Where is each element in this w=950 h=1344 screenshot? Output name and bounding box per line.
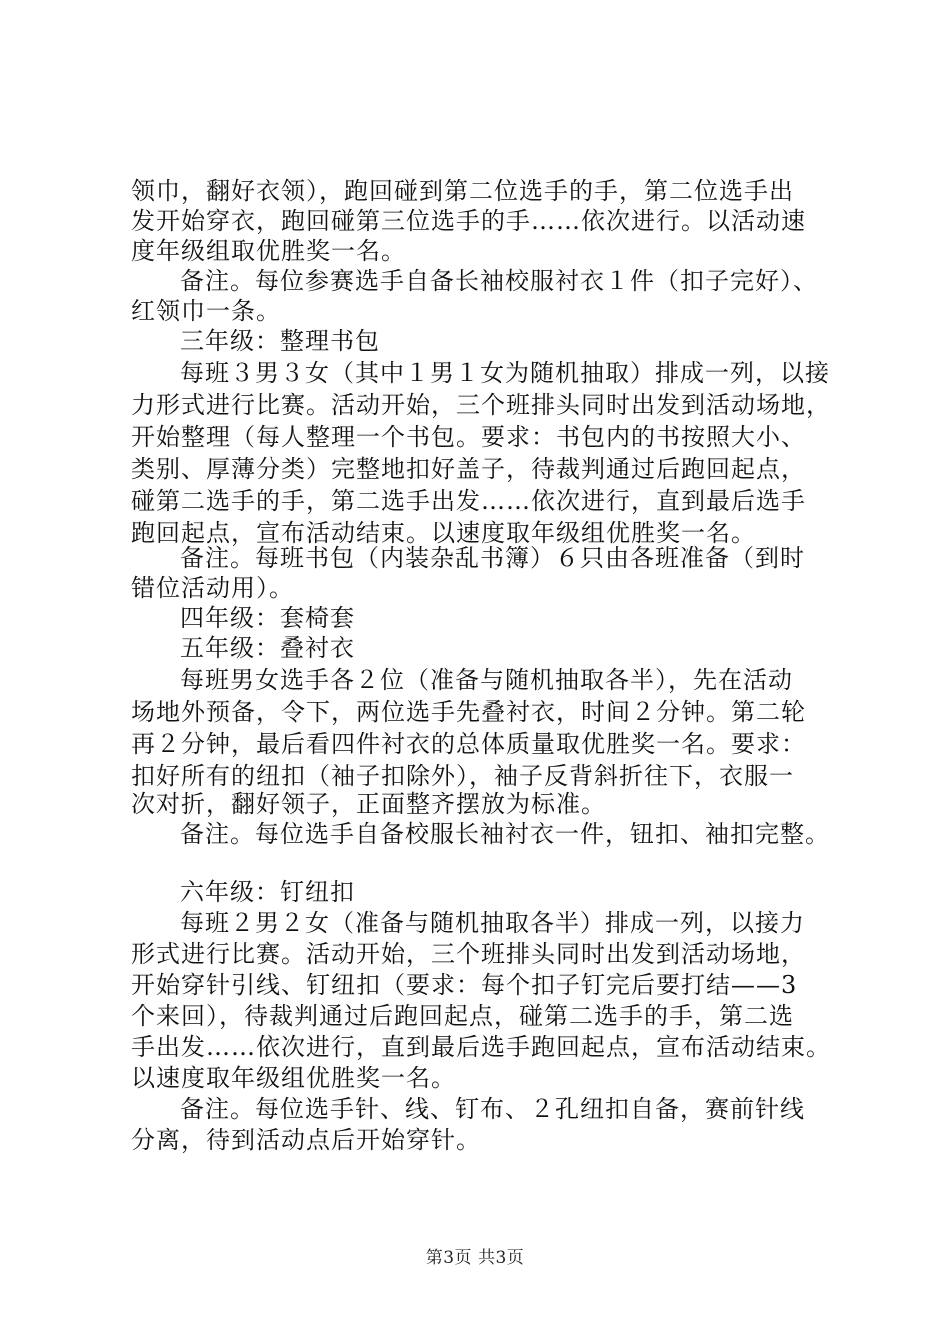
text-line-2: 发开始穿衣，跑回碰第三位选手的手……依次进行。以活动速 — [131, 207, 806, 235]
text-line-30: 备注。每位选手针、线、钉布、２孔纽扣自备，赛前针线 — [180, 1095, 805, 1123]
text-line-18: 场地外预备，令下，两位选手先叠衬衣，时间２分钟。第二轮 — [131, 698, 806, 726]
text-line-31: 分离，待到活动点后开始穿针。 — [131, 1126, 481, 1154]
text-line-19: 再２分钟，最后看四件衬衣的总体质量取优胜奖一名。要求： — [131, 730, 806, 758]
section-heading-grade-4: 四年级：套椅套 — [180, 604, 355, 632]
text-line-5: 红领巾一条。 — [131, 297, 281, 325]
text-line-25: 形式进行比赛。活动开始，三个班排头同时出发到活动场地， — [131, 940, 806, 968]
text-line-4: 备注。每位参赛选手自备长袖校服衬衣１件（扣子完好）、 — [180, 267, 818, 295]
text-line-12: 跑回起点，宣布活动结束。以速度取年级组优胜奖一名。 — [131, 519, 756, 547]
text-line-11: 碰第二选手的手，第二选手出发……依次进行，直到最后选手 — [131, 487, 806, 515]
text-line-17: 每班男女选手各２位（准备与随机抽取各半），先在活动 — [180, 666, 793, 694]
text-line-28: 手出发……依次进行，直到最后选手跑回起点，宣布活动结束。 — [131, 1033, 831, 1061]
text-line-13: 备注。每班书包（内装杂乱书簿）６只由各班准备（到时 — [180, 544, 805, 572]
text-line-7: 每班３男３女（其中１男１女为随机抽取）排成一列，以接 — [180, 359, 830, 387]
text-line-20: 扣好所有的纽扣（袖子扣除外），袖子反背斜折往下，衣服一 — [131, 762, 794, 790]
text-line-24: 每班２男２女（准备与随机抽取各半）排成一列，以接力 — [180, 909, 805, 937]
text-line-26: 开始穿针引线、钉纽扣（要求：每个扣子钉完后要打结——3 — [131, 971, 798, 999]
page-number-footer: 第3页 共3页 — [425, 1248, 525, 1268]
text-line-21: 次对折，翻好领子，正面整齐摆放为标准。 — [131, 790, 606, 818]
section-heading-grade-6: 六年级：钉纽扣 — [180, 878, 355, 906]
text-line-27: 个来回），待裁判通过后跑回起点，碰第二选手的手，第二选 — [131, 1002, 794, 1030]
text-line-9: 开始整理（每人整理一个书包。要求：书包内的书按照大小、 — [131, 423, 806, 451]
text-line-3: 度年级组取优胜奖一名。 — [131, 237, 406, 265]
text-line-8: 力形式进行比赛。活动开始，三个班排头同时出发到活动场地， — [131, 391, 831, 419]
text-line-1: 领巾，翻好衣领），跑回碰到第二位选手的手，第二位选手出 — [131, 177, 794, 205]
text-line-22: 备注。每位选手自备校服长袖衬衣一件，钮扣、袖扣完整。 — [180, 820, 830, 848]
text-line-29: 以速度取年级组优胜奖一名。 — [131, 1064, 456, 1092]
section-heading-grade-5: 五年级：叠衬衣 — [180, 634, 355, 662]
section-heading-grade-3: 三年级：整理书包 — [180, 327, 380, 355]
text-line-14: 错位活动用）。 — [131, 574, 294, 602]
text-line-10: 类别、厚薄分类）完整地扣好盖子，待裁判通过后跑回起点， — [131, 455, 806, 483]
